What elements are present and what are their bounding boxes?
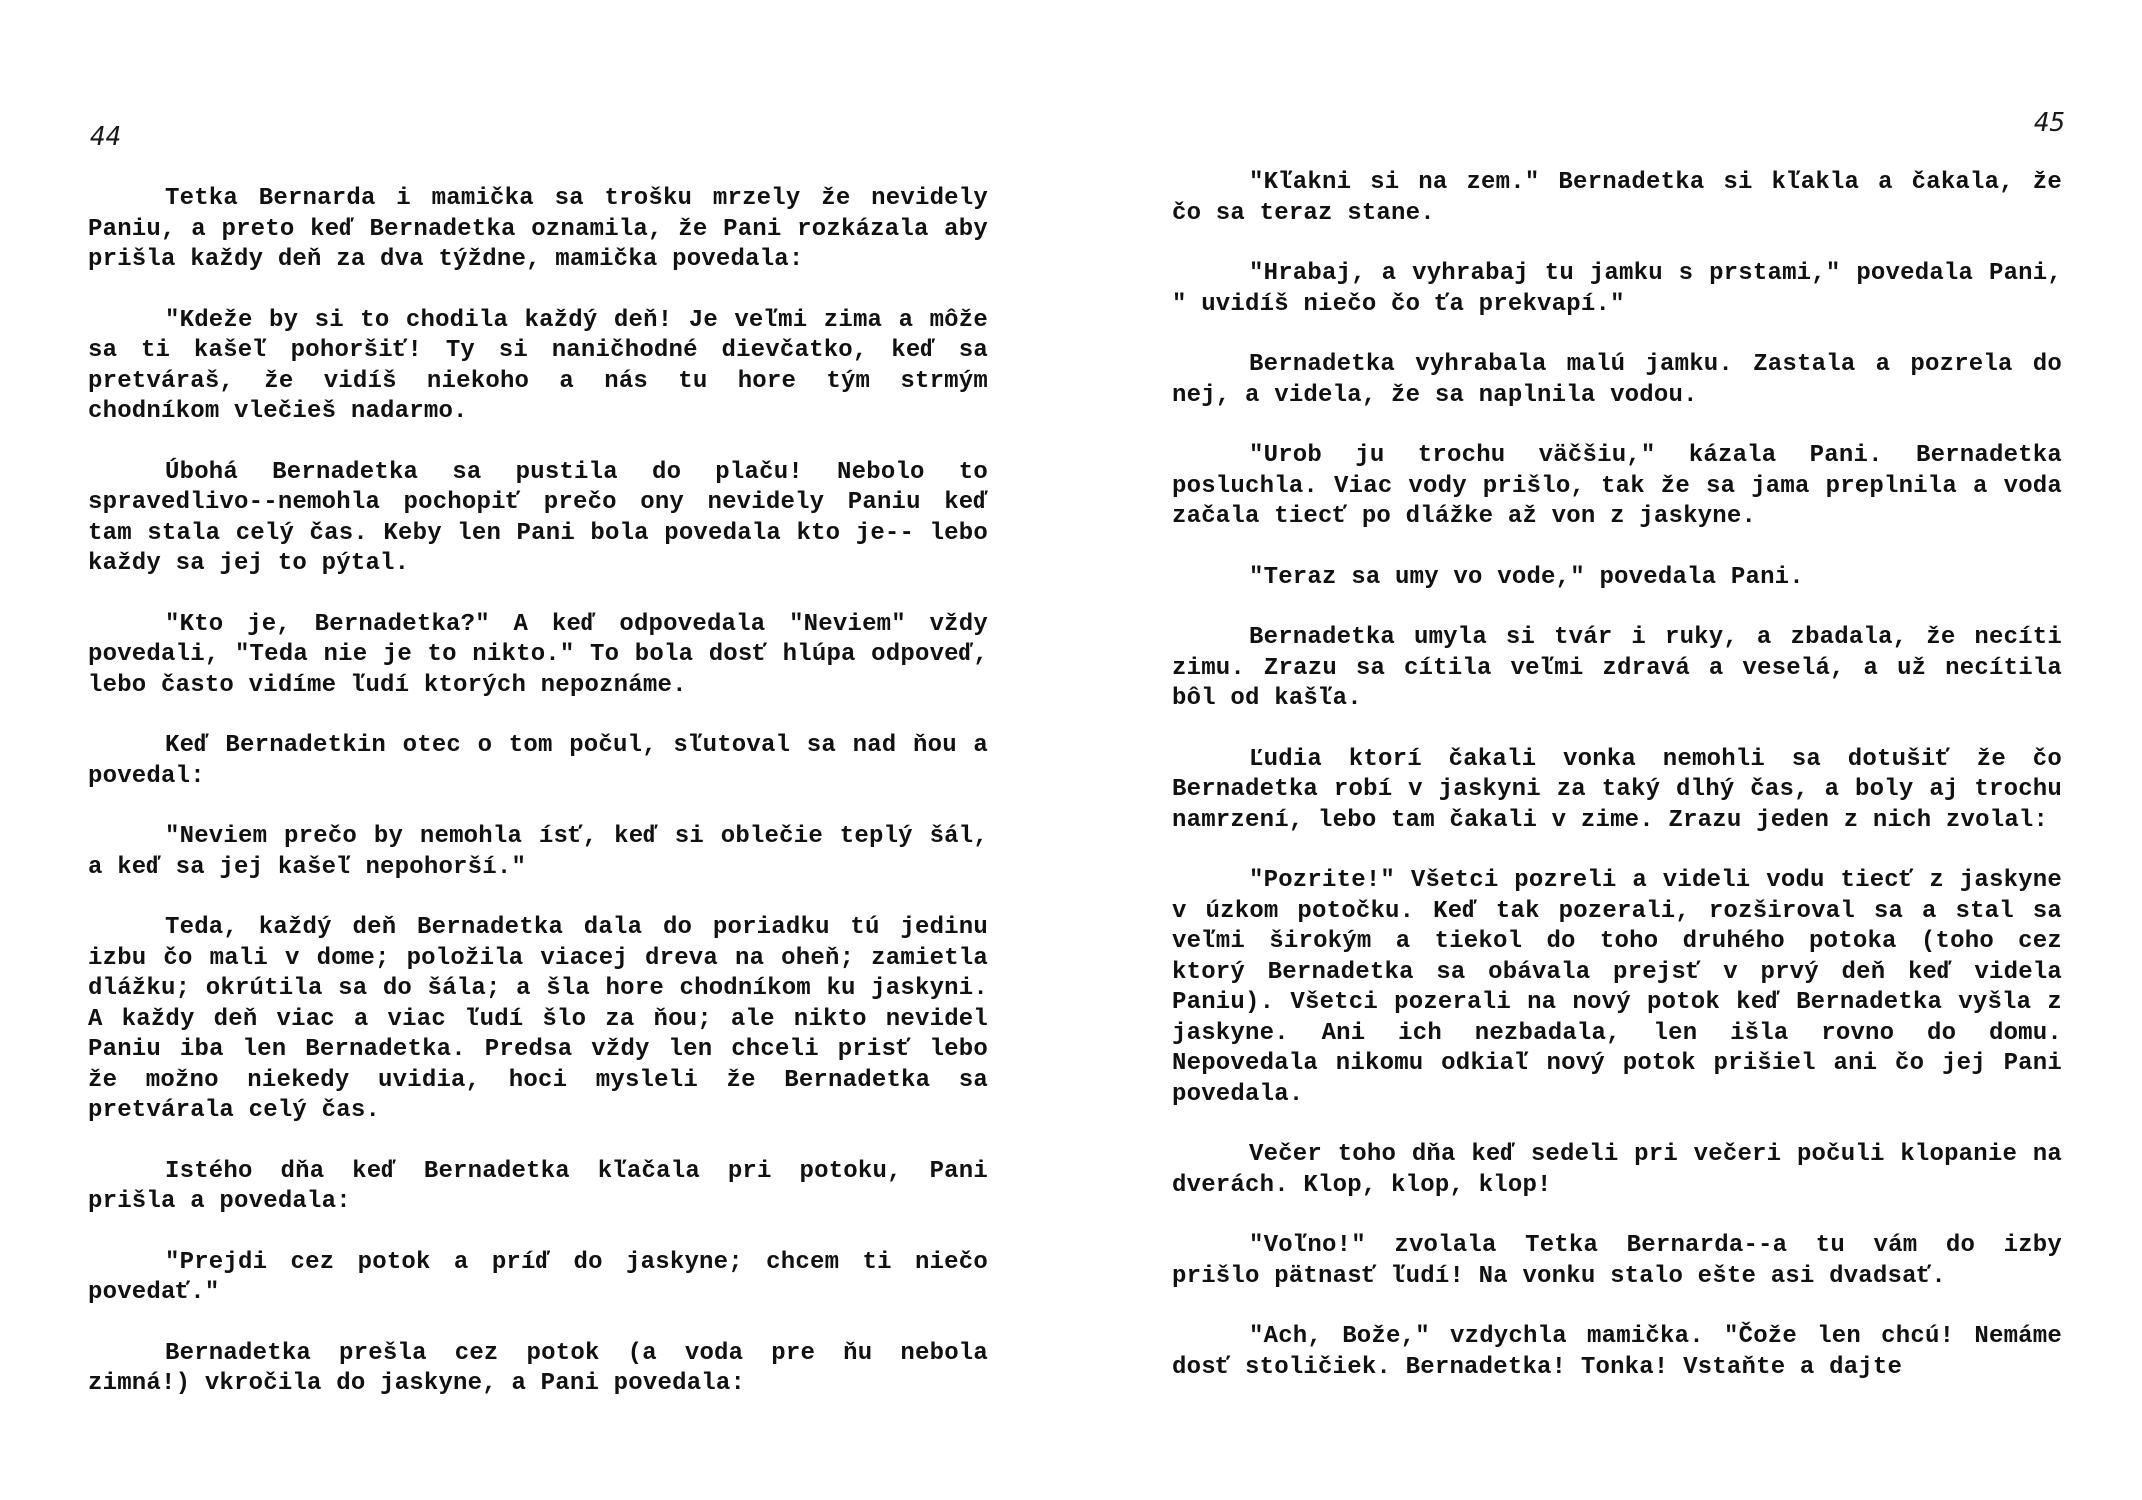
paragraph: "Hrabaj, a vyhrabaj tu jamku s prstami," povedala Pani, " uvidíš niečo čo ťa prekvapí." (1172, 260, 2062, 318)
page-text (1172, 168, 2062, 1413)
paragraph: Bernadetka prešla cez potok (a voda pre ňu nebola zimná!) vkročila do jaskyne, a Pani povedala: (88, 1339, 988, 1397)
page-text (88, 184, 988, 1430)
paragraph: Bernadetka umyla si tvár i ruky, a zbadala, že necíti zimu. Zrazu sa cítila veľmi zdravá a veselá, a už necítila bôl od kašľa. (1172, 624, 2062, 712)
paragraph: "Ach, Bože," vzdychla mamička. "Čože len chcú! Nemáme dosť stoličiek. Bernadetka! Tonka! Vstaňte a dajte (1172, 1323, 2062, 1381)
paragraph: "Pozrite!" Všetci pozreli a videli vodu tiecť z jaskyne v úzkom potočku. Keď tak pozerali, rozširoval sa a stal sa veľmi širokým a tiekol do toho druhého potoka (toho cez ktorý Bernadetka sa obávala prejsť v prvý deň keď videla Paniu). Všetci pozerali na nový potok keď Bernadetka vyšla z jaskyne. Ani ich nezbadala, len išla rovno do domu. Nepovedala nikomu odkiaľ nový potok prišiel ani čo jej Pani povedala. (1172, 867, 2062, 1108)
page-number: 45 (2034, 108, 2066, 138)
paragraph: Keď Bernadetkin otec o tom počul, sľutoval sa nad ňou a povedal: (88, 732, 988, 790)
paragraph: "Neviem prečo by nemohla ísť, keď si oblečie teplý šál, a keď sa jej kašeľ nepohorší." (88, 823, 988, 881)
paragraph: Teda, každý deň Bernadetka dala do poriadku tú jedinu izbu čo mali v dome; položila viacej dreva na oheň; zamietla dlážku; okrútila sa do šála; a šla hore chodníkom ku jaskyni. A každy deň viac a viac ľudí šlo za ňou; ale nikto nevidel Paniu iba len Bernadetka. Predsa vždy len chceli prisť lebo že možno niekedy uvidia, hoci mysleli že Bernadetka sa pretvárala celý čas. (88, 914, 988, 1124)
paragraph: "Urob ju trochu väčšiu," kázala Pani. Bernadetka posluchla. Viac vody prišlo, tak že sa jama preplnila a voda začala tiecť po dlážke až von z jaskyne. (1172, 442, 2062, 530)
paragraph: "Kto je, Bernadetka?" A keď odpovedala "Neviem" vždy povedali, "Teda nie je to nikto." To bola dosť hlúpa odpoveď, lebo často vidíme ľudí ktorých nepoznáme. (88, 610, 988, 699)
paragraph: "Prejdi cez potok a príď do jaskyne; chcem ti niečo povedať." (88, 1248, 988, 1306)
paragraph: "Kľakni si na zem." Bernadetka si kľakla a čakala, že čo sa teraz stane. (1172, 169, 2062, 227)
paragraph: Ľudia ktorí čakali vonka nemohli sa dotušiť že čo Bernadetka robí v jaskyni za taký dlhý čas, a boly aj trochu namrzení, lebo tam čakali v zime. Zrazu jeden z nich zvolal: (1172, 745, 2062, 834)
right-page (1071, 0, 2142, 1500)
paragraph: Večer toho dňa keď sedeli pri večeri počuli klopanie na dverách. Klop, klop, klop! (1172, 1141, 2062, 1199)
page-number: 44 (90, 122, 122, 152)
paragraph: Úbohá Bernadetka sa pustila do plaču! Nebolo to spravedlivo--nemohla pochopiť prečo ony nevidely Paniu keď tam stala celý čas. Keby len Pani bola povedala kto je-- lebo každy sa jej to pýtal. (88, 458, 988, 577)
paragraph: "Teraz sa umy vo vode," povedala Pani. (1249, 563, 1804, 591)
paragraph: Istého dňa keď Bernadetka kľačala pri potoku, Pani prišla a povedala: (88, 1157, 988, 1215)
paragraph: "Voľno!" zvolala Tetka Bernarda--a tu vám do izby prišlo pätnasť ľudí! Na vonku stalo ešte asi dvadsať. (1172, 1232, 2062, 1290)
paragraph: "Kdeže by si to chodila každý deň! Je veľmi zima a môže sa ti kašeľ pohoršiť! Ty si naničhodné dievčatko, keď sa pretváraš, že vidíš niekoho a nás tu hore tým strmým chodníkom vlečieš nadarmo. (88, 306, 988, 425)
paragraph: Bernadetka vyhrabala malú jamku. Zastala a pozrela do nej, a videla, že sa naplnila vodou. (1172, 351, 2062, 409)
paragraph: Tetka Bernarda i mamička sa trošku mrzely že nevidely Paniu, a preto keď Bernadetka oznamila, že Pani rozkázala aby prišla každy deň za dva týždne, mamička povedala: (88, 185, 988, 273)
